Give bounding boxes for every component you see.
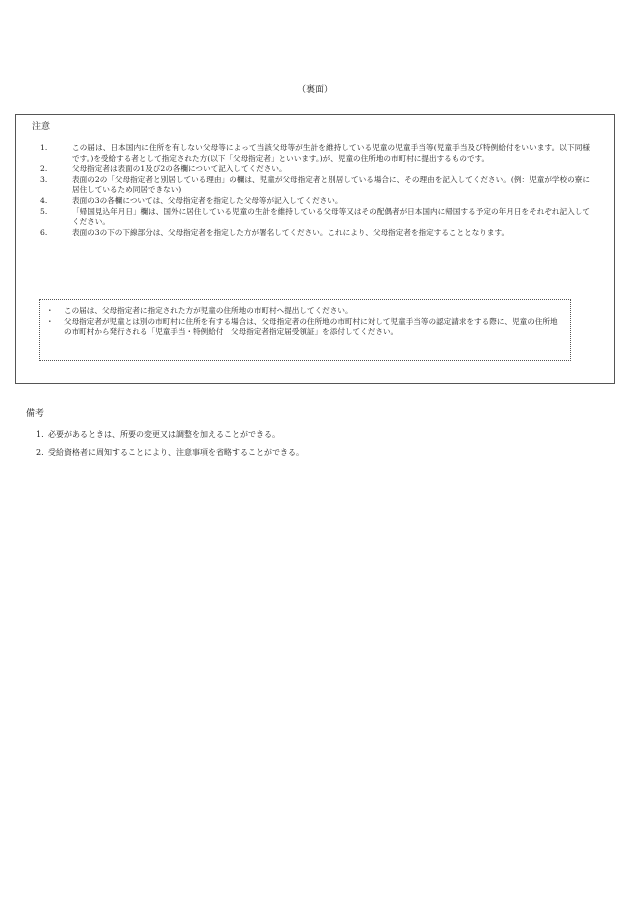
remarks-list xyxy=(36,426,596,462)
notice-item-number: 4. xyxy=(40,195,48,205)
notice-title: 注意 xyxy=(32,122,51,132)
notice-item-text: この届は、日本国内に住所を有しない父母等によって当該父母等が生計を維持している児童の児童手当等(児童手当及び特例給付をいいます。以下同様です。)を受給する者として指定された方(以下「父母指定者」といいます。)が、児童の住所地の市町村に提出するものです。 xyxy=(72,143,590,163)
notice-item xyxy=(40,196,590,207)
remarks-item-text: 受給資格者に周知することにより、注意事項を省略することができる。 xyxy=(48,448,304,457)
remarks-item-text: 必要があるときは、所要の変更又は調整を加えることができる。 xyxy=(48,430,280,439)
notice-item xyxy=(40,143,590,164)
page-heading: （裏面） xyxy=(296,85,333,95)
notice-item xyxy=(40,228,590,239)
submission-note-item xyxy=(46,306,562,317)
notice-box xyxy=(15,114,615,384)
submission-note-list xyxy=(46,306,562,338)
submission-note-text: この届は、父母指定者に指定された方が児童の住所地の市町村へ提出してください。 xyxy=(64,306,353,315)
notice-item-text: 表面の2の「父母指定者と別居している理由」の欄は、児童が父母指定者と別居している場合に、その理由を記入してください。(例：児童が学校の寮に居住しているため同居できない) xyxy=(72,174,590,195)
notice-item-number: 5. xyxy=(40,206,48,216)
submission-note-text: 父母指定者が児童とは別の市町村に住所を有する場合は、父母指定者の住所地の市町村に対して児童手当等の認定請求をする際に、児童の住所地の市町村から発行される「児童手当・特例給付 父母指定者指定届受領証」を添付してください。 xyxy=(64,316,558,337)
bullet-icon: ・ xyxy=(46,316,54,326)
notice-list xyxy=(40,143,590,238)
remarks-item-number: 1. xyxy=(36,430,44,439)
remarks-item xyxy=(36,426,596,444)
remarks-title: 備考 xyxy=(26,409,45,419)
remarks-item xyxy=(36,444,596,462)
notice-item xyxy=(40,207,590,228)
bullet-icon: ・ xyxy=(46,306,54,315)
notice-item-text: 父母指定者は表面の1及び2の各欄について記入してください。 xyxy=(72,164,287,174)
notice-item-number: 6. xyxy=(40,227,48,237)
submission-note-item xyxy=(46,317,562,338)
submission-note-box xyxy=(39,299,571,361)
notice-item xyxy=(40,175,590,196)
notice-item-number: 3. xyxy=(40,174,48,184)
notice-item-text: 表面の3の各欄については、父母指定者を指定した父母等が記入してください。 xyxy=(72,195,343,205)
remarks-item-number: 2. xyxy=(36,448,44,457)
notice-item-text: 表面の3の下の下線部分は、父母指定者を指定した方が署名してください。これにより、父母指定者を指定することとなります。 xyxy=(72,227,510,237)
notice-item-text: 「帰国見込年月日」欄は、国外に居住している児童の生計を維持している父母等又はその配偶者が日本国内に帰国する予定の年月日をそれぞれ記入してください。 xyxy=(72,206,590,227)
notice-item xyxy=(40,164,590,175)
notice-item-number: 1. xyxy=(40,143,48,152)
notice-item-number: 2. xyxy=(40,164,48,174)
